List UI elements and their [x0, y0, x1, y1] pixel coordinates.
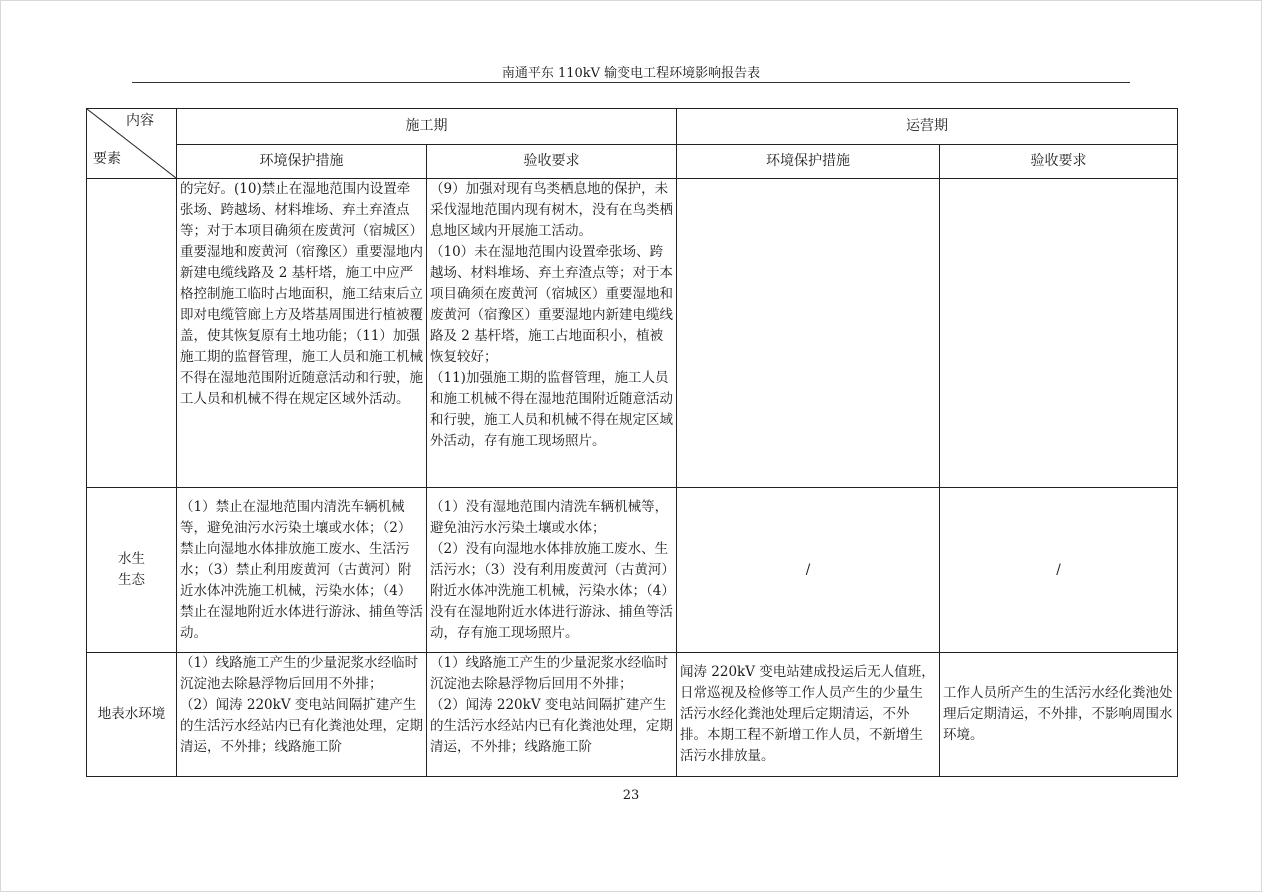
column-header-construction-acceptance: 验收要求 — [427, 145, 677, 179]
page-number: 23 — [622, 788, 640, 803]
operation-acceptance-cell: 工作人员所产生的生活污水经化粪池处理后定期清运，不外排，不影响周围水环境。 — [940, 653, 1178, 777]
construction-acceptance-cell: （1）线路施工产生的少量泥浆水经临时沉淀池去除悬浮物后回用不外排； （2）闻涛 220kV 变电站间隔扩建产生的生活污水经站内已有化粪池处理，定期清运，不外排；线路施工阶 — [427, 653, 677, 777]
construction-acceptance-cell: （1）没有湿地范围内清洗车辆机械等，避免油污水污染土壤或水体； （2）没有向湿地水体排放施工废水、生活污水；（3）没有利用废黄河（古黄河）附近水体冲洗施工机械，污染水体；（4）没有在湿地附近水体进行游泳、捕鱼等活动，存有施工现场照片。 — [427, 488, 677, 653]
header-row-columns — [87, 145, 1178, 179]
operation-acceptance-cell: / — [940, 488, 1178, 653]
column-header-operation-acceptance: 验收要求 — [940, 145, 1178, 179]
table-row — [87, 488, 1178, 653]
column-header-construction-measures: 环境保护措施 — [177, 145, 427, 179]
header-rule — [132, 82, 1130, 83]
construction-measures-cell: （1）禁止在湿地范围内清洗车辆机械等，避免油污水污染土壤或水体；（2）禁止向湿地水体排放施工废水、生活污水；（3）禁止利用废黄河（古黄河）附近水体冲洗施工机械，污染水体；（4）禁止在湿地附近水体进行游泳、捕鱼等活动。 — [177, 488, 427, 653]
construction-measures-cell: 的完好。(10)禁止在湿地范围内设置牵张场、跨越场、材料堆场、弃土弃渣点等；对于本项目确须在废黄河（宿城区）重要湿地和废黄河（宿豫区）重要湿地内新建电缆线路及 2 基杆塔，施工中应严格控制施工临时占地面积，施工结束后立即对电缆管廊上方及塔基周围进行植被覆盖，使其恢复原有土地功能；（11）加强施工期的监督管理，施工人员和施工机械不得在湿地范围附近随意活动和行驶，施工人员和机械不得在规定区域外活动。 — [177, 179, 427, 488]
corner-bottom-label: 要素 — [93, 151, 121, 167]
construction-measures-cell: （1）线路施工产生的少量泥浆水经临时沉淀池去除悬浮物后回用不外排； （2）闻涛 220kV 变电站间隔扩建产生的生活污水经站内已有化粪池处理，定期清运，不外排；线路施工阶 — [177, 653, 427, 777]
table-row — [87, 653, 1178, 777]
phase-header-construction: 施工期 — [177, 109, 677, 145]
element-cell: 水生 生态 — [87, 488, 177, 653]
element-cell: 地表水环境 — [87, 653, 177, 777]
phase-header-operation: 运营期 — [677, 109, 1178, 145]
operation-measures-cell: / — [677, 488, 940, 653]
operation-measures-cell — [677, 179, 940, 488]
element-cell — [87, 179, 177, 488]
running-header: 南通平东 110kV 输变电工程环境影响报告表 — [501, 66, 761, 81]
corner-header-cell — [87, 109, 177, 179]
operation-measures-cell: 闻涛 220kV 变电站建成投运后无人值班，日常巡视及检修等工作人员产生的少量生活污水经化粪池处理后定期清运，不外排。本期工程不新增工作人员，不新增生活污水排放量。 — [677, 653, 940, 777]
header-row-phases — [87, 109, 1178, 145]
table-row — [87, 179, 1178, 488]
operation-acceptance-cell — [940, 179, 1178, 488]
column-header-operation-measures: 环境保护措施 — [677, 145, 940, 179]
construction-acceptance-cell: （9）加强对现有鸟类栖息地的保护，未采伐湿地范围内现有树木，没有在鸟类栖息地区域内开展施工活动。 （10）未在湿地范围内设置牵张场、跨越场、材料堆场、弃土弃渣点等；对于本项目确须在废黄河（宿城区）重要湿地和废黄河（宿豫区）重要湿地内新建电缆线路及 2 基杆塔，施工占地面积小，植被恢复较好； （11)加强施工期的监督管理，施工人员和施工机械不得在湿地范围附近随意活动和行驶，施工人员和机械不得在规定区域外活动，存有施工现场照片。 — [427, 179, 677, 488]
corner-top-label: 内容 — [126, 113, 154, 129]
environmental-measures-table — [86, 108, 1178, 777]
